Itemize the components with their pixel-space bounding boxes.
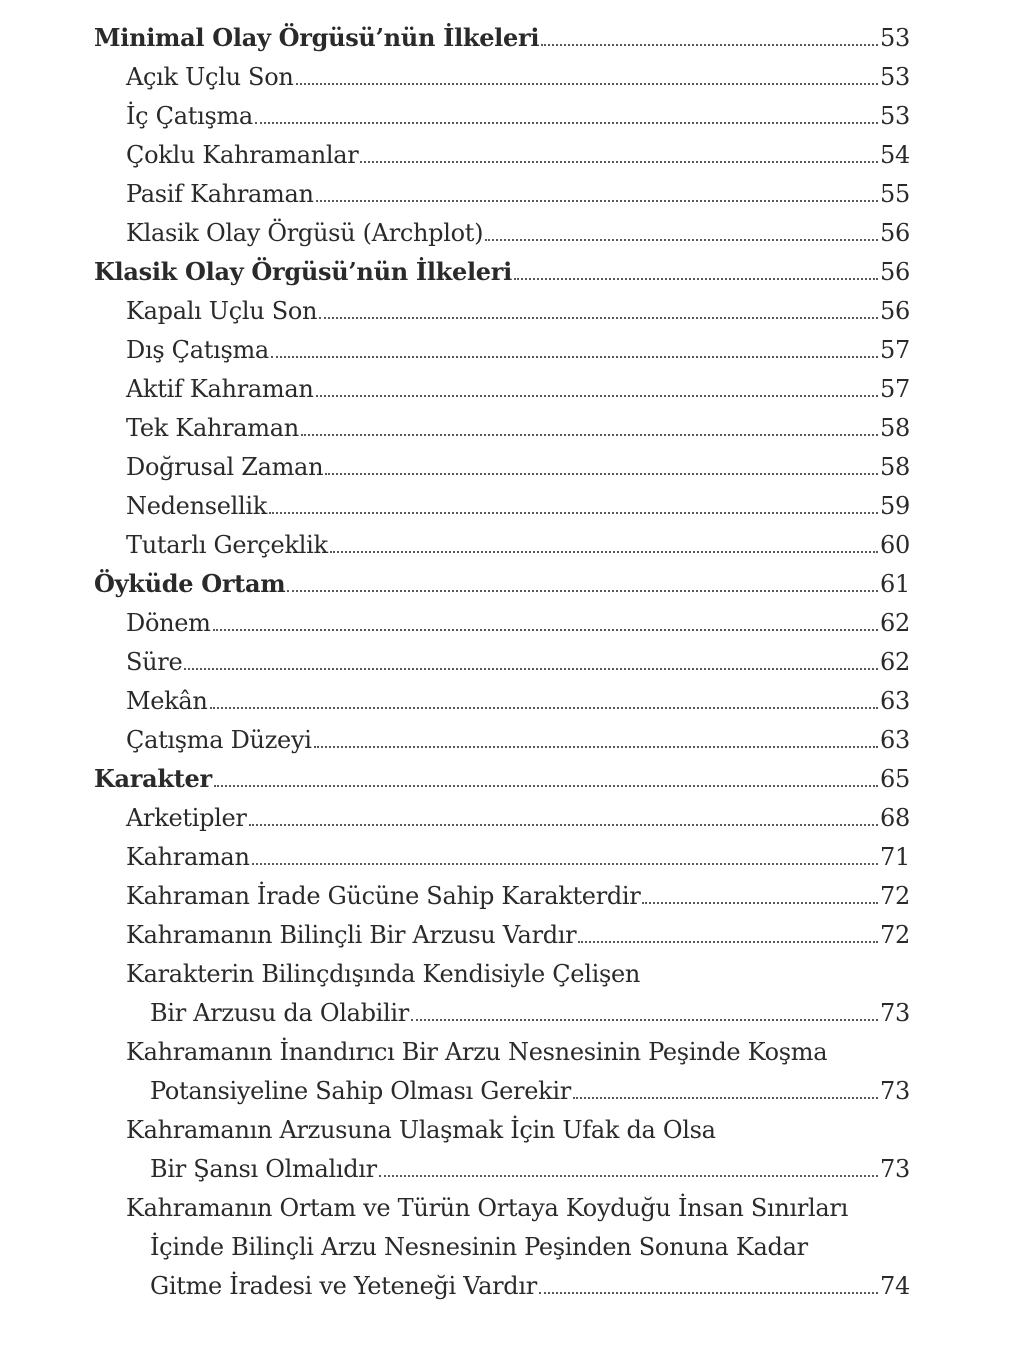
toc-entry-title: Pasif Kahraman <box>126 180 314 208</box>
toc-entry-title: Kahramanın İnandırıcı Bir Arzu Nesnesinin Peşinde Koşma <box>126 1038 828 1066</box>
dot-leader <box>514 278 878 280</box>
toc-page-number: 53 <box>880 63 910 91</box>
toc-entry-line <box>126 950 910 989</box>
dot-leader <box>642 902 878 904</box>
toc-page-number: 56 <box>880 258 910 286</box>
dot-leader <box>296 83 879 85</box>
toc-entry-title: Dönem <box>126 609 211 637</box>
dot-leader <box>541 44 878 46</box>
dot-leader <box>252 863 878 865</box>
toc-section-entry <box>94 560 910 599</box>
dot-leader <box>330 551 878 553</box>
dot-leader <box>319 317 878 319</box>
toc-page-number: 71 <box>880 843 910 871</box>
toc-subsection-entry <box>94 638 910 677</box>
toc-subsection-entry <box>94 326 910 365</box>
toc-page-number: 73 <box>880 1077 910 1105</box>
toc-entry-title: Kapalı Uçlu Son <box>126 297 318 325</box>
toc-subsection-entry <box>94 53 910 92</box>
dot-leader <box>325 473 878 475</box>
toc-entry-title: Öyküde Ortam <box>94 569 286 598</box>
dot-leader <box>314 746 878 748</box>
toc-entry-title: Tutarlı Gerçeklik <box>126 531 328 559</box>
toc-section-entry <box>94 14 910 53</box>
dot-leader <box>214 785 878 787</box>
toc-page-number: 72 <box>880 921 910 949</box>
toc-entry-title: Açık Uçlu Son <box>126 63 294 91</box>
dot-leader <box>287 590 878 592</box>
toc-page-number: 57 <box>880 336 910 364</box>
toc-page-number: 55 <box>880 180 910 208</box>
dot-leader <box>210 707 878 709</box>
toc-page-number: 63 <box>880 687 910 715</box>
toc-page-number: 56 <box>880 297 910 325</box>
dot-leader <box>360 161 878 163</box>
toc-subsection-entry <box>94 482 910 521</box>
toc-subsection-entry <box>94 131 910 170</box>
toc-subsection-entry <box>94 521 910 560</box>
toc-entry-title: Gitme İradesi ve Yeteneği Vardır <box>150 1272 537 1300</box>
toc-page-number: 56 <box>880 219 910 247</box>
toc-entry-line <box>126 1067 910 1106</box>
toc-entry-title: Doğrusal Zaman <box>126 453 324 481</box>
toc-subsection-entry <box>94 872 910 911</box>
toc-page-number: 57 <box>880 375 910 403</box>
dot-leader <box>316 395 879 397</box>
toc-entry-title: İç Çatışma <box>126 102 253 130</box>
toc-page-number: 53 <box>880 102 910 130</box>
toc-entry-title: Dış Çatışma <box>126 336 269 364</box>
toc-entry-line <box>126 1223 910 1262</box>
toc-entry-title: Çatışma Düzeyi <box>126 726 312 754</box>
toc-subsection-entry <box>94 287 910 326</box>
dot-leader <box>271 356 878 358</box>
toc-entry-title: Arketipler <box>126 804 247 832</box>
toc-entry-title: Kahramanın Bilinçli Bir Arzusu Vardır <box>126 921 577 949</box>
toc-page-number: 63 <box>880 726 910 754</box>
toc-subsection-entry <box>94 1184 910 1301</box>
dot-leader <box>539 1292 878 1294</box>
dot-leader <box>249 824 878 826</box>
toc-page-number: 58 <box>880 414 910 442</box>
toc-page-number: 73 <box>880 1155 910 1183</box>
toc-entry-line <box>126 1106 910 1145</box>
toc-subsection-entry <box>94 1106 910 1184</box>
dot-leader <box>301 434 878 436</box>
dot-leader <box>269 512 878 514</box>
dot-leader <box>184 668 878 670</box>
toc-subsection-entry <box>94 950 910 1028</box>
dot-leader <box>213 629 878 631</box>
toc-subsection-entry <box>94 599 910 638</box>
toc-entry-title: Kahramanın Arzusuna Ulaşmak İçin Ufak da Olsa <box>126 1116 716 1144</box>
toc-entry-title: Kahramanın Ortam ve Türün Ortaya Koyduğu İnsan Sınırları <box>126 1194 848 1222</box>
toc-entry-line <box>126 1145 910 1184</box>
toc-entry-line <box>126 1262 910 1301</box>
toc-page-number: 65 <box>880 765 910 793</box>
toc-subsection-entry <box>94 833 910 872</box>
toc-subsection-entry <box>94 677 910 716</box>
toc-entry-line <box>126 989 910 1028</box>
toc-subsection-entry <box>94 92 910 131</box>
toc-subsection-entry <box>94 209 910 248</box>
toc-page-number: 62 <box>880 609 910 637</box>
dot-leader <box>411 1019 878 1021</box>
toc-entry-title: Kahraman <box>126 843 250 871</box>
dot-leader <box>379 1175 878 1177</box>
toc-entry-title: Aktif Kahraman <box>126 375 314 403</box>
toc-section-entry <box>94 248 910 287</box>
toc-entry-title: Minimal Olay Örgüsü’nün İlkeleri <box>94 23 540 52</box>
toc-section-entry <box>94 755 910 794</box>
toc-subsection-entry <box>94 911 910 950</box>
toc-entry-title: Çoklu Kahramanlar <box>126 141 359 169</box>
toc-entry-title: İçinde Bilinçli Arzu Nesnesinin Peşinden Sonuna Kadar <box>150 1233 808 1261</box>
toc-entry-title: Karakterin Bilinçdışında Kendisiyle Çelişen <box>126 960 641 988</box>
toc-entry-line <box>126 1028 910 1067</box>
toc-subsection-entry <box>94 794 910 833</box>
toc-subsection-entry <box>94 443 910 482</box>
toc-page-number: 73 <box>880 999 910 1027</box>
table-of-contents <box>94 14 910 1301</box>
toc-page-number: 74 <box>880 1272 910 1300</box>
dot-leader <box>255 122 878 124</box>
toc-page-number: 59 <box>880 492 910 520</box>
toc-page-number: 68 <box>880 804 910 832</box>
toc-page-number: 53 <box>880 24 910 52</box>
toc-entry-title: Süre <box>126 648 183 676</box>
toc-subsection-entry <box>94 1028 910 1106</box>
toc-page-number: 60 <box>880 531 910 559</box>
toc-page-number: 72 <box>880 882 910 910</box>
toc-entry-title: Klasik Olay Örgüsü’nün İlkeleri <box>94 257 512 286</box>
dot-leader <box>485 239 878 241</box>
toc-subsection-entry <box>94 404 910 443</box>
toc-subsection-entry <box>94 716 910 755</box>
toc-entry-title: Potansiyeline Sahip Olması Gerekir <box>150 1077 571 1105</box>
toc-entry-title: Bir Arzusu da Olabilir <box>150 999 409 1027</box>
toc-subsection-entry <box>94 170 910 209</box>
toc-entry-title: Tek Kahraman <box>126 414 299 442</box>
toc-page-number: 58 <box>880 453 910 481</box>
toc-entry-title: Mekân <box>126 687 208 715</box>
toc-entry-title: Bir Şansı Olmalıdır <box>150 1155 377 1183</box>
toc-page-number: 54 <box>880 141 910 169</box>
toc-page-number: 61 <box>880 570 910 598</box>
toc-subsection-entry <box>94 365 910 404</box>
dot-leader <box>578 941 878 943</box>
toc-entry-title: Karakter <box>94 764 212 793</box>
dot-leader <box>573 1097 878 1099</box>
toc-entry-line <box>126 1184 910 1223</box>
toc-page-number: 62 <box>880 648 910 676</box>
dot-leader <box>316 200 878 202</box>
toc-entry-title: Kahraman İrade Gücüne Sahip Karakterdir <box>126 882 641 910</box>
toc-entry-title: Klasik Olay Örgüsü (Archplot) <box>126 219 484 247</box>
toc-entry-title: Nedensellik <box>126 492 268 520</box>
